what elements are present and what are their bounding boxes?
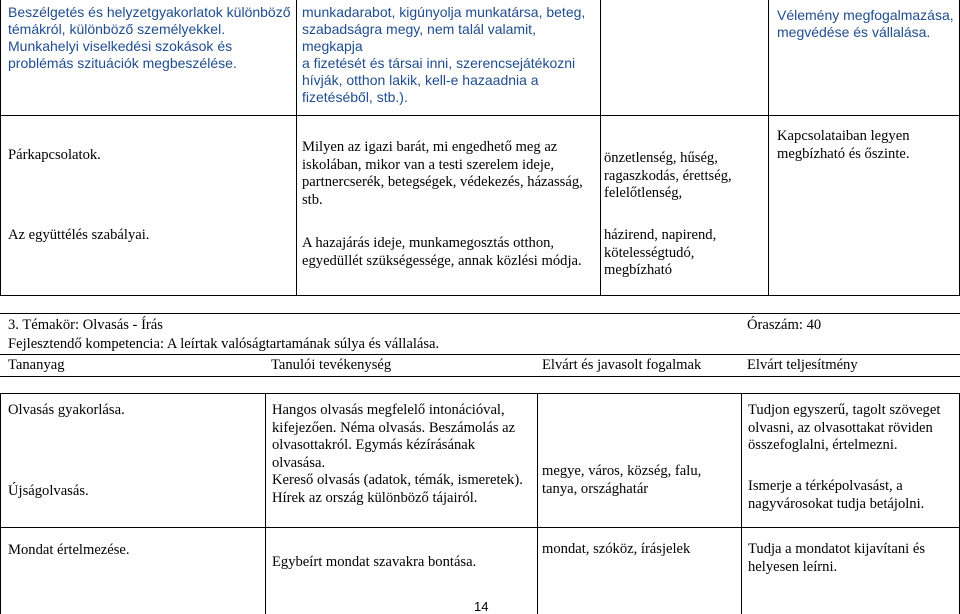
cell-activity-work: munkadarabot, kigúnyolja munkatársa, beteg, szabadságra megy, nem talál valamit, megkapja a fizetését és társai inni, szerencsejátékozni hívják, otthon lakik, kell-e hazaadnia a fizetéséből, stb.). (302, 4, 586, 105)
cell-outcome-reliable: Kapcsolataiban legyen megbízható és őszinte. (777, 128, 910, 162)
header-tananyag: Tananyag (8, 357, 65, 373)
cell-outcome-summarize: Tudjon egyszerű, tagolt szöveget olvasni, az olvasottakat röviden összefoglalni, értelmezni. (748, 402, 941, 453)
table-border (741, 393, 742, 614)
table-border (0, 527, 960, 528)
header-fogalmak: Elvárt és javasolt fogalmak (542, 357, 702, 373)
cell-activity-word-splitting: Egybeírt mondat szavakra bontása. (272, 554, 477, 570)
cell-topic-relationships: Párkapcsolatok. (8, 147, 101, 163)
header-tanuloi-tevekenyseg: Tanulói tevékenység (271, 357, 392, 373)
section-hours: Óraszám: 40 (747, 317, 822, 333)
cell-outcome-map-reading: Ismerje a térképolvasást, a nagyvárosokat tudja betájolni. (748, 478, 925, 512)
table-border (296, 0, 297, 296)
cell-outcome-opinion: Vélemény megfogalmazása, megvédése és vállalása. (777, 7, 954, 40)
cell-sentence-interpretation: Mondat értelmezése. (8, 542, 130, 558)
table-border (0, 393, 1, 614)
page-number: 14 (474, 599, 489, 614)
table-border (0, 295, 960, 296)
section-competency: Fejlesztendő kompetencia: A leírtak valóságtartamának súlya és vállalása. (8, 336, 440, 352)
cell-concepts-punctuation: mondat, szóköz, írásjelek (542, 541, 691, 557)
cell-concepts-house-rules: házirend, napirend, kötelességtudó, megbízható (604, 227, 717, 278)
cell-concepts-geography: megye, város, község, falu, tanya, országhatár (542, 463, 702, 497)
table-border (600, 0, 601, 296)
table-border (0, 115, 960, 116)
cell-activity-homecoming: A hazajárás ideje, munkamegosztás otthon, egyedüllét szükségessége, annak közlési módja. (302, 235, 582, 269)
table-border (0, 313, 960, 314)
table-border (768, 0, 769, 296)
cell-outcome-correct-sentence: Tudja a mondatot kijavítani és helyesen leírni. (748, 541, 925, 575)
table-border (0, 0, 1, 296)
table-border (265, 393, 266, 614)
table-border (0, 376, 960, 377)
header-teljesitmeny: Elvárt teljesítmény (747, 357, 858, 373)
table-border (0, 393, 960, 394)
cell-reading-practice: Olvasás gyakorlása. (8, 402, 125, 418)
cell-activity-friendship: Milyen az igazi barát, mi engedhető meg az iskolában, mikor van a testi szerelem ideje, partnercserék, betegségek, védekezés, házasság, stb. (302, 139, 583, 208)
cell-newspaper-reading: Újságolvasás. (8, 483, 89, 499)
cell-activity-reading: Hangos olvasás megfelelő intonációval, kifejezően. Néma olvasás. Beszámolás az olvasottakról. Egymás kézírásának olvasása. Kereső olvasás (adatok, témák, ismeretek). Hírek az ország különböző tájairól. (272, 402, 523, 506)
table-border (0, 354, 960, 355)
section-title: 3. Témakör: Olvasás - Írás (8, 317, 163, 333)
cell-topic-cohabitation: Az együttélés szabályai. (8, 227, 150, 243)
cell-concepts-loyalty: önzetlenség, hűség, ragaszkodás, érettség, felelőtlenség, (604, 150, 732, 201)
cell-topic-discussion: Beszélgetés és helyzetgyakorlatok különböző témákról, különböző személyekkel. Munkahelyi viselkedési szokások és problémás szituációk megbeszélése. (8, 4, 291, 71)
